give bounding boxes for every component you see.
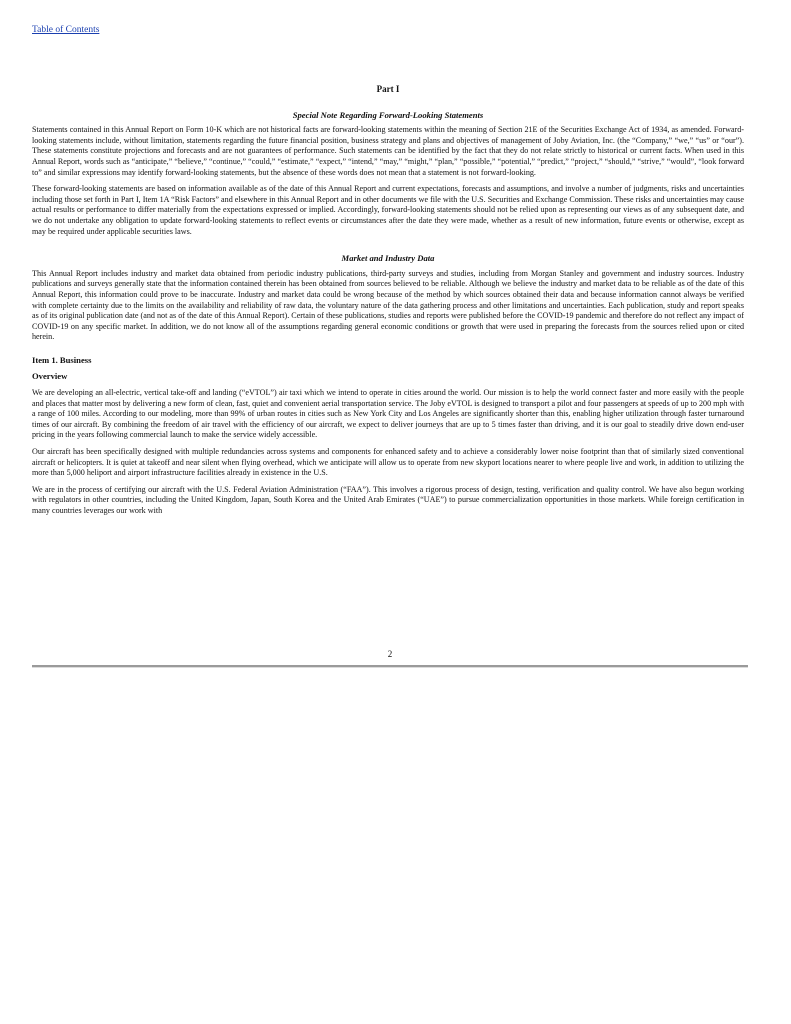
overview-paragraph-1: We are developing an all-electric, vertical take-off and landing (“eVTOL”) air taxi which we intend to operate in cities around the world. Our mission is to help the world connect faster and more easily with the people and places that matter most by delivering a new form of clean, fast, quiet and convenient aerial transportation service. The Joby eVTOL is designed to transport a pilot and four passengers at speeds of up to 200 mph with a range of 100 miles. According to our modeling, more than 99% of urban routes in cities such as New York City and Los Angeles are significantly shorter than this, enabling higher utilization through faster turnaround times of our aircraft. By combining the freedom of air travel with the efficiency of our aircraft, we expect to deliver journeys that are up to 5 times faster than driving, and it is our goal to steadily drive down end-user pricing in the years following commercial launch to make the service widely accessible.: [32, 388, 744, 440]
forward-looking-paragraph-2: These forward-looking statements are based on information available as of the date of this Annual Report and current expectations, forecasts and assumptions, and involve a number of judgments, risks and uncertainties including those set forth in Part I, Item 1A “Risk Factors” and elsewhere in this Annual Report and in other documents we file with the U.S. Securities and Exchange Commission. These risks and uncertainties may cause actual results or performance to differ materially from the expectations expressed or implied. Accordingly, forward-looking statements should not be relied upon as representing our views as of any subsequent date, and we do not undertake any obligation to update forward-looking statements to reflect events or circumstances after the date they were made, whether as a result of new information, future events or otherwise, except as may be required under applicable securities laws.: [32, 184, 744, 236]
table-of-contents-link[interactable]: Table of Contents: [32, 25, 100, 35]
part-title: Part I: [376, 84, 400, 94]
page-number: 2: [387, 649, 393, 659]
market-data-paragraph: This Annual Report includes industry and market data obtained from periodic industry publications, third-party surveys and studies, including from Morgan Stanley and government and industry sources. Industry publications and surveys generally state that the information contained therein has been obtained from sources believed to be reliable. Although we believe the industry and market data to be reliable as of the date of this Annual Report, this information could prove to be inaccurate. Industry and market data could be wrong because of the method by which sources obtained their data and because information cannot always be verified with complete certainty due to the limits on the availability and reliability of raw data, the voluntary nature of the data gathering process and other limitations and uncertainties. Each publication, study and report speaks as of its original publication date (and not as of the date of this Annual Report). Certain of these publications, studies and reports were published before the COVID-19 pandemic and therefore do not reflect any impact of COVID-19 on any specific market. In addition, we do not know all of the assumptions regarding general economic conditions or growth that were used in preparing the forecasts from the sources relied upon or cited herein.: [32, 268, 744, 342]
overview-paragraph-3: We are in the process of certifying our aircraft with the U.S. Federal Aviation Administration (“FAA”). This involves a rigorous process of design, testing, verification and quality control. We have also begun working with regulators in other countries, including the United Kingdom, Japan, South Korea and the United Arab Emirates (“UAE”) to pursue commercialization opportunities in those markets. While foreign certification in many countries leverages our work with: [32, 484, 744, 515]
item-1-heading: Item 1. Business: [32, 354, 92, 365]
page-footer: [32, 649, 748, 668]
forward-looking-paragraph-1: Statements contained in this Annual Report on Form 10-K which are not historical facts are forward-looking statements within the meaning of Section 21E of the Securities Exchange Act of 1934, as amended. Forward-looking statements include, without limitation, statements regarding the future financial position, business strategy and plans and objectives of management of Joby Aviation, Inc. (the “Company,” “we,” “us” or “our”). These statements constitute projections and forecasts and are not guarantees of performance. Such statements can be identified by the fact that they do not relate strictly to historical or current facts. When used in this Annual Report, words such as “anticipate,” “believe,” “continue,” “could,” “estimate,” “expect,” “intend,” “may,” “might,” “plan,” “possible,” “potential,” “predict,” “project,” “should,” “strive,” “would”, “look forward to” and similar expressions may identify forward-looking statements, but the absence of these words does not mean that a statement is not forward-looking.: [32, 125, 744, 177]
overview-heading: Overview: [32, 371, 68, 382]
document-page: [32, 84, 744, 523]
page-divider: [32, 665, 748, 668]
overview-paragraph-2: Our aircraft has been specifically designed with multiple redundancies across systems and components for enhanced safety and to achieve a considerably lower noise footprint than that of similarly sized conventional aircraft or helicopters. It is quiet at takeoff and near silent when flying overhead, which we anticipate will allow us to operate from new skyport locations nearer to where people live and work, in addition to utilizing the more than 5,000 heliport and airport infrastructure facilities already in existence in the U.S.: [32, 447, 744, 478]
section-spacer: [32, 243, 744, 253]
market-data-heading: Market and Industry Data: [341, 253, 435, 264]
forward-looking-heading: Special Note Regarding Forward-Looking Statements: [292, 109, 484, 120]
